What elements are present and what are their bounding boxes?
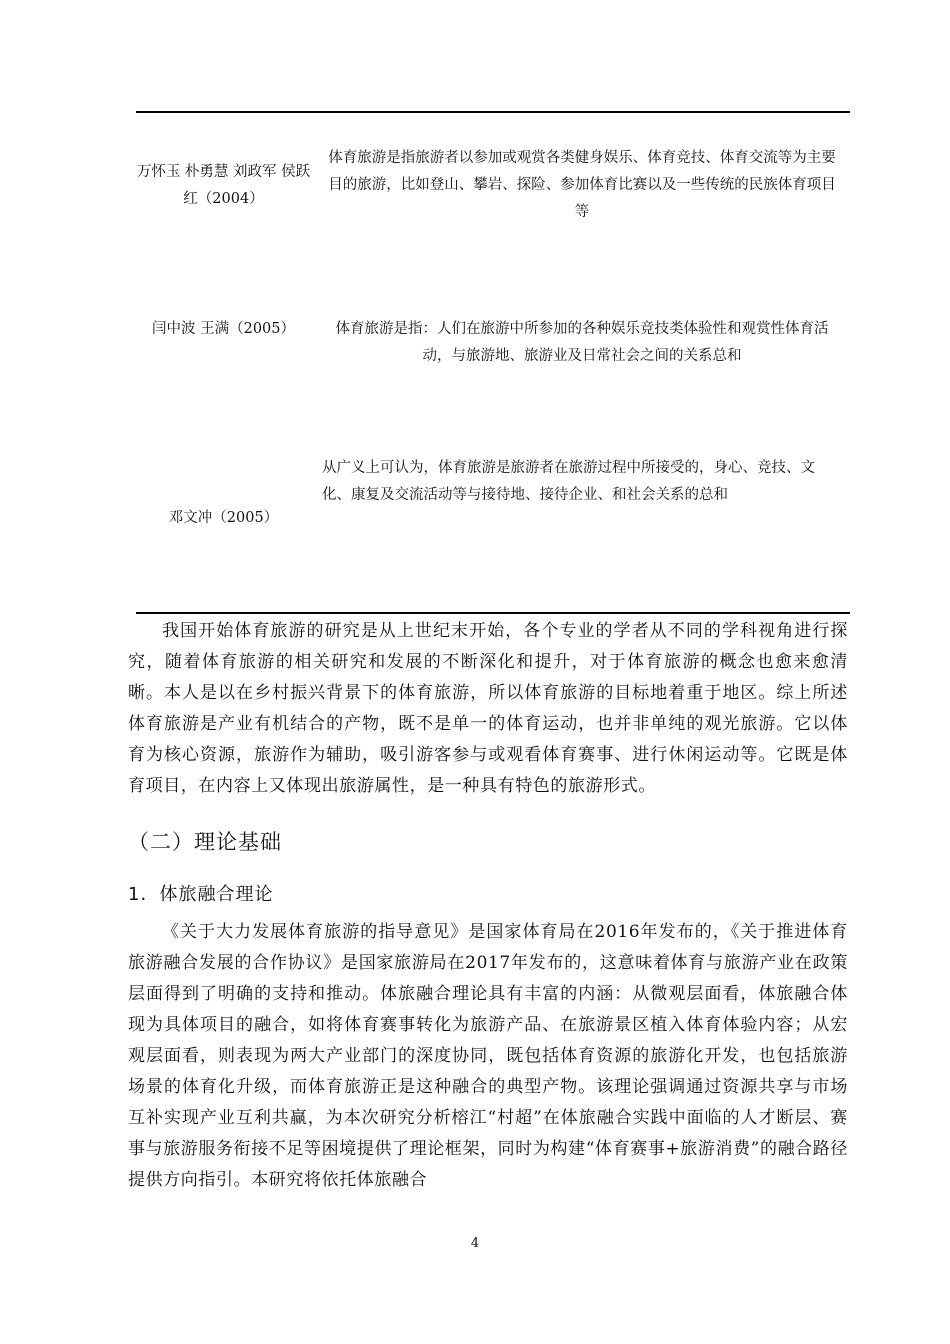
subsection-heading: 1．体旅融合理论	[128, 884, 274, 905]
author-cell: 万怀玉 朴勇慧 刘政军 侯跃红（2004）	[136, 164, 311, 207]
definition-cell: 体育旅游是指旅游者以参加或观赏各类健身娱乐、体育竞技、体育交流等为主要目的旅游，比如登山、攀岩、探险、参加体育比赛以及一些传统的民族体育项目等	[328, 150, 836, 220]
body-paragraph: 《关于大力发展体育旅游的指导意见》是国家体育局在2016年发布的，《关于推进体育旅游融合发展的合作协议》是国家旅游局在2017年发布的，这意味着体育与旅游产业在政策层面得到了明确的支持和推动。体旅融合理论具有丰富的内涵：从微观层面看，体旅融合体现为具体项目的融合，如将体育赛事转化为旅游产品、在旅游景区植入体育体验内容；从宏观层面看，则表现为两大产业部门的深度协同，既包括体育资源的旅游化开发，也包括旅游场景的体育化升级，而体育旅游正是这种融合的典型产物。该理论强调通过资源共享与市场互补实现产业互利共赢，为本次研究分析榕江“村超”在体旅融合实践中面临的人才断层、赛事与旅游服务衔接不足等困境提供了理论框架，同时为构建“体育赛事+旅游消费”的融合路径提供方向指引。本研究将依托体旅融合	[128, 922, 848, 1190]
section-heading: （二）理论基础	[128, 830, 282, 854]
definition-cell: 从广义上可认为，体育旅游是旅游者在旅游过程中所接受的，身心、竞技、文化、康复及交流活动等与接待地、接待企业、和社会关系的总和	[322, 460, 815, 503]
table-top-rule	[136, 111, 850, 113]
definition-cell: 体育旅游是指：人们在旅游中所参加的各种娱乐竞技类体验性和观赏性体育活动，与旅游地、旅游业及日常社会之间的关系总和	[335, 321, 829, 364]
page-number: 4	[470, 1236, 480, 1251]
author-cell: 闫中波 王满（2005）	[151, 321, 295, 337]
table-bottom-rule	[136, 612, 850, 614]
author-cell: 邓文冲（2005）	[168, 510, 279, 526]
body-paragraph: 我国开始体育旅游的研究是从上世纪末开始，各个专业的学者从不同的学科视角进行探究，随着体育旅游的相关研究和发展的不断深化和提升，对于体育旅游的概念也愈来愈清晰。本人是以在乡村振兴背景下的体育旅游，所以体育旅游的目标地着重于地区。综上所述体育旅游是产业有机结合的产物，既不是单一的体育运动，也并非单纯的观光旅游。它以体育为核心资源，旅游作为辅助，吸引游客参与或观看体育赛事、进行休闲运动等。它既是体育项目，在内容上又体现出旅游属性，是一种具有特色的旅游形式。	[128, 621, 848, 796]
